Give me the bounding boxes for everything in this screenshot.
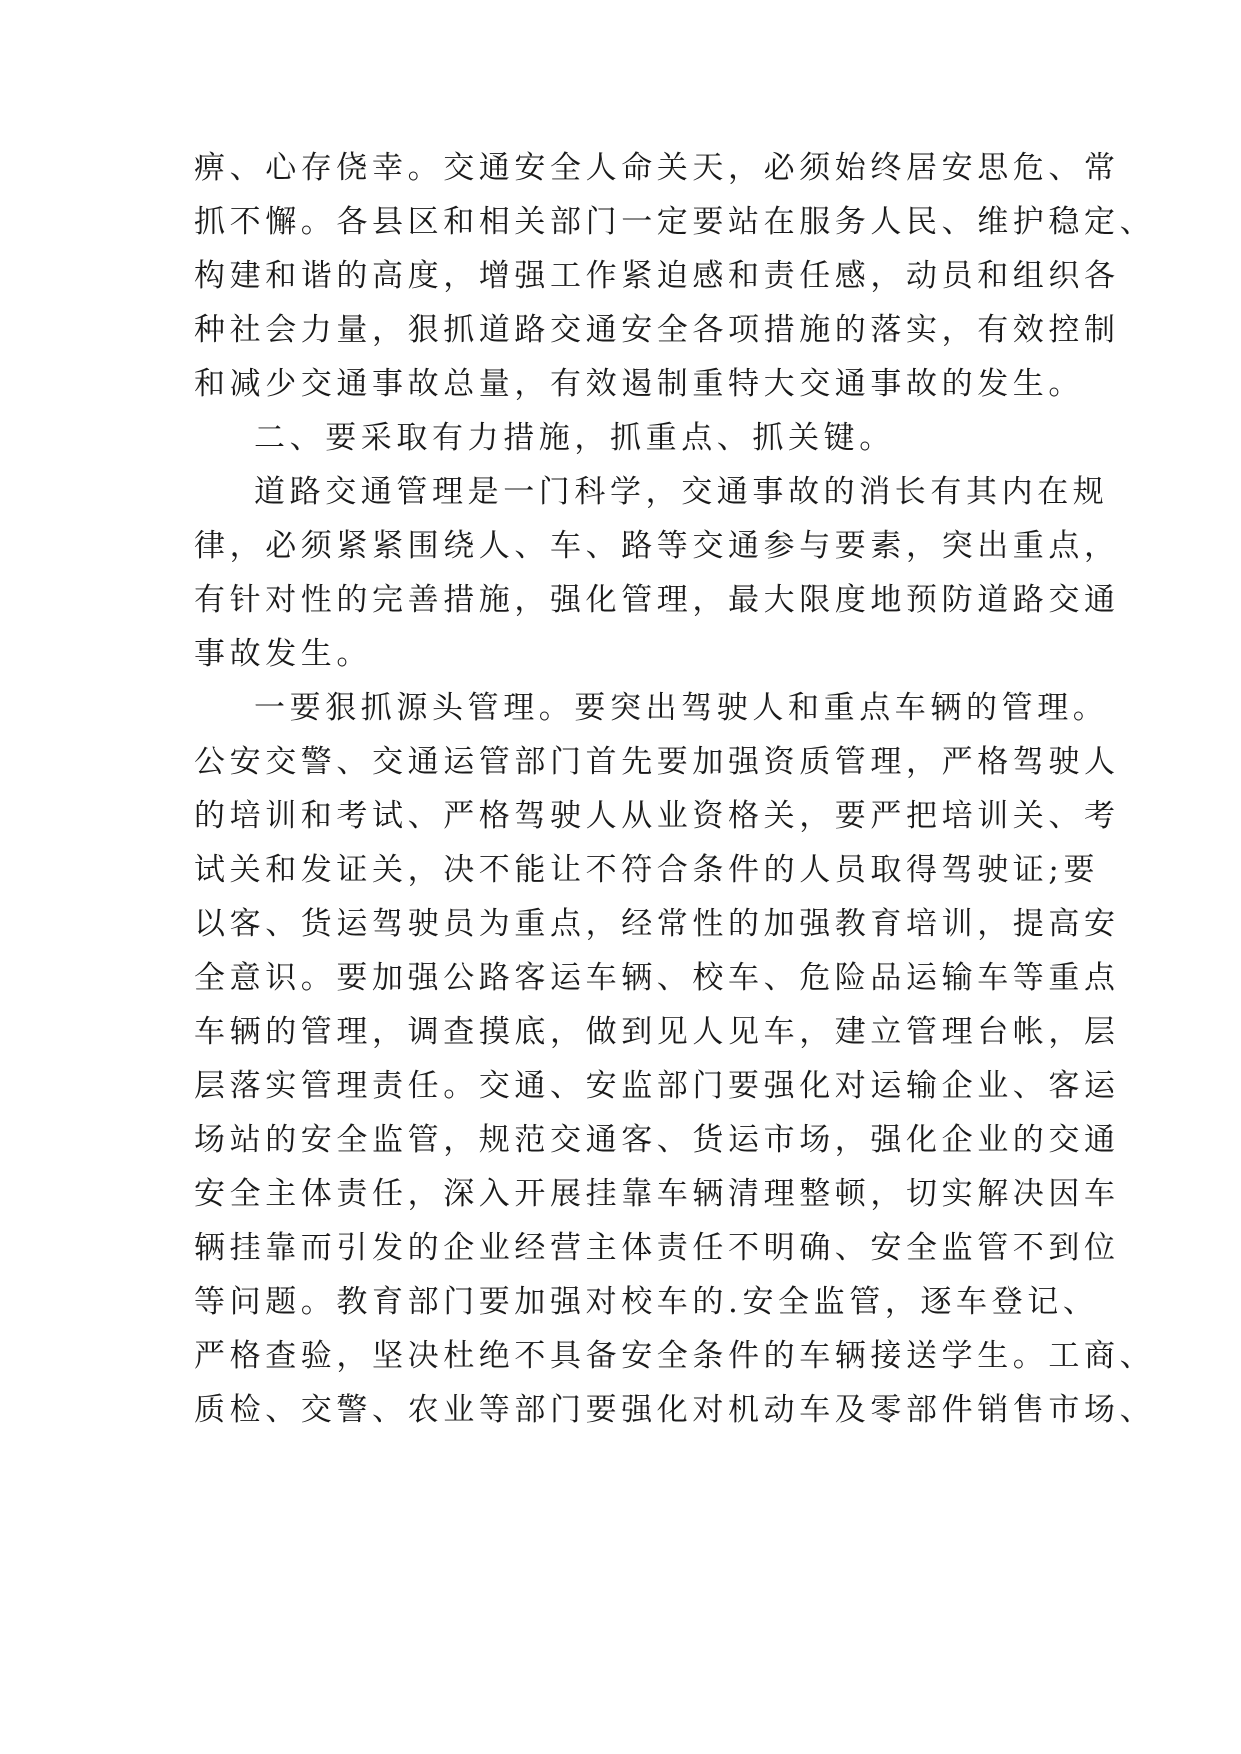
text-line: 场站的安全监管，规范交通客、货运市场，强化企业的交通 xyxy=(194,1122,1120,1158)
text-line: 等问题。教育部门要加强对校车的.安全监管，逐车登记、 xyxy=(194,1284,1099,1320)
text-line: 试关和发证关，决不能让不符合条件的人员取得驾驶证;要 xyxy=(194,852,1100,888)
text-line: 辆挂靠而引发的企业经营主体责任不明确、安全监管不到位 xyxy=(194,1230,1120,1266)
text-line: 抓不懈。各县区和相关部门一定要站在服务人民、维护稳定、 xyxy=(194,204,1156,240)
text-line: 的培训和考试、严格驾驶人从业资格关，要严把培训关、考 xyxy=(194,798,1120,834)
text-line: 车辆的管理，调查摸底，做到见人见车，建立管理台帐，层 xyxy=(194,1014,1120,1050)
text-line: 律，必须紧紧围绕人、车、路等交通参与要素，突出重点， xyxy=(194,528,1120,564)
text-line: 安全主体责任，深入开展挂靠车辆清理整顿，切实解决因车 xyxy=(194,1176,1120,1212)
text-line: 全意识。要加强公路客运车辆、校车、危险品运输车等重点 xyxy=(194,960,1120,996)
text-line: 以客、货运驾驶员为重点，经常性的加强教育培训，提高安 xyxy=(194,906,1120,942)
text-line: 种社会力量，狠抓道路交通安全各项措施的落实，有效控制 xyxy=(194,312,1120,348)
text-line: 层落实管理责任。交通、安监部门要强化对运输企业、客运 xyxy=(194,1068,1120,1104)
section-heading: 二、要采取有力措施，抓重点、抓关键。 xyxy=(254,420,895,456)
text-line: 一要狠抓源头管理。要突出驾驶人和重点车辆的管理。 xyxy=(254,690,1109,726)
text-line: 严格查验，坚决杜绝不具备安全条件的车辆接送学生。工商、 xyxy=(194,1338,1156,1374)
text-line: 构建和谐的高度，增强工作紧迫感和责任感，动员和组织各 xyxy=(194,258,1120,294)
text-line: 质检、交警、农业等部门要强化对机动车及零部件销售市场、 xyxy=(194,1392,1156,1428)
text-line: 事故发生。 xyxy=(194,636,372,672)
text-line: 公安交警、交通运管部门首先要加强资质管理，严格驾驶人 xyxy=(194,744,1120,780)
text-line: 道路交通管理是一门科学，交通事故的消长有其内在规 xyxy=(254,474,1109,510)
text-line: 有针对性的完善措施，强化管理，最大限度地预防道路交通 xyxy=(194,582,1120,618)
text-line: 和减少交通事故总量，有效遏制重特大交通事故的发生。 xyxy=(194,366,1084,402)
text-line: 痹、心存侥幸。交通安全人命关天，必须始终居安思危、常 xyxy=(194,150,1120,186)
